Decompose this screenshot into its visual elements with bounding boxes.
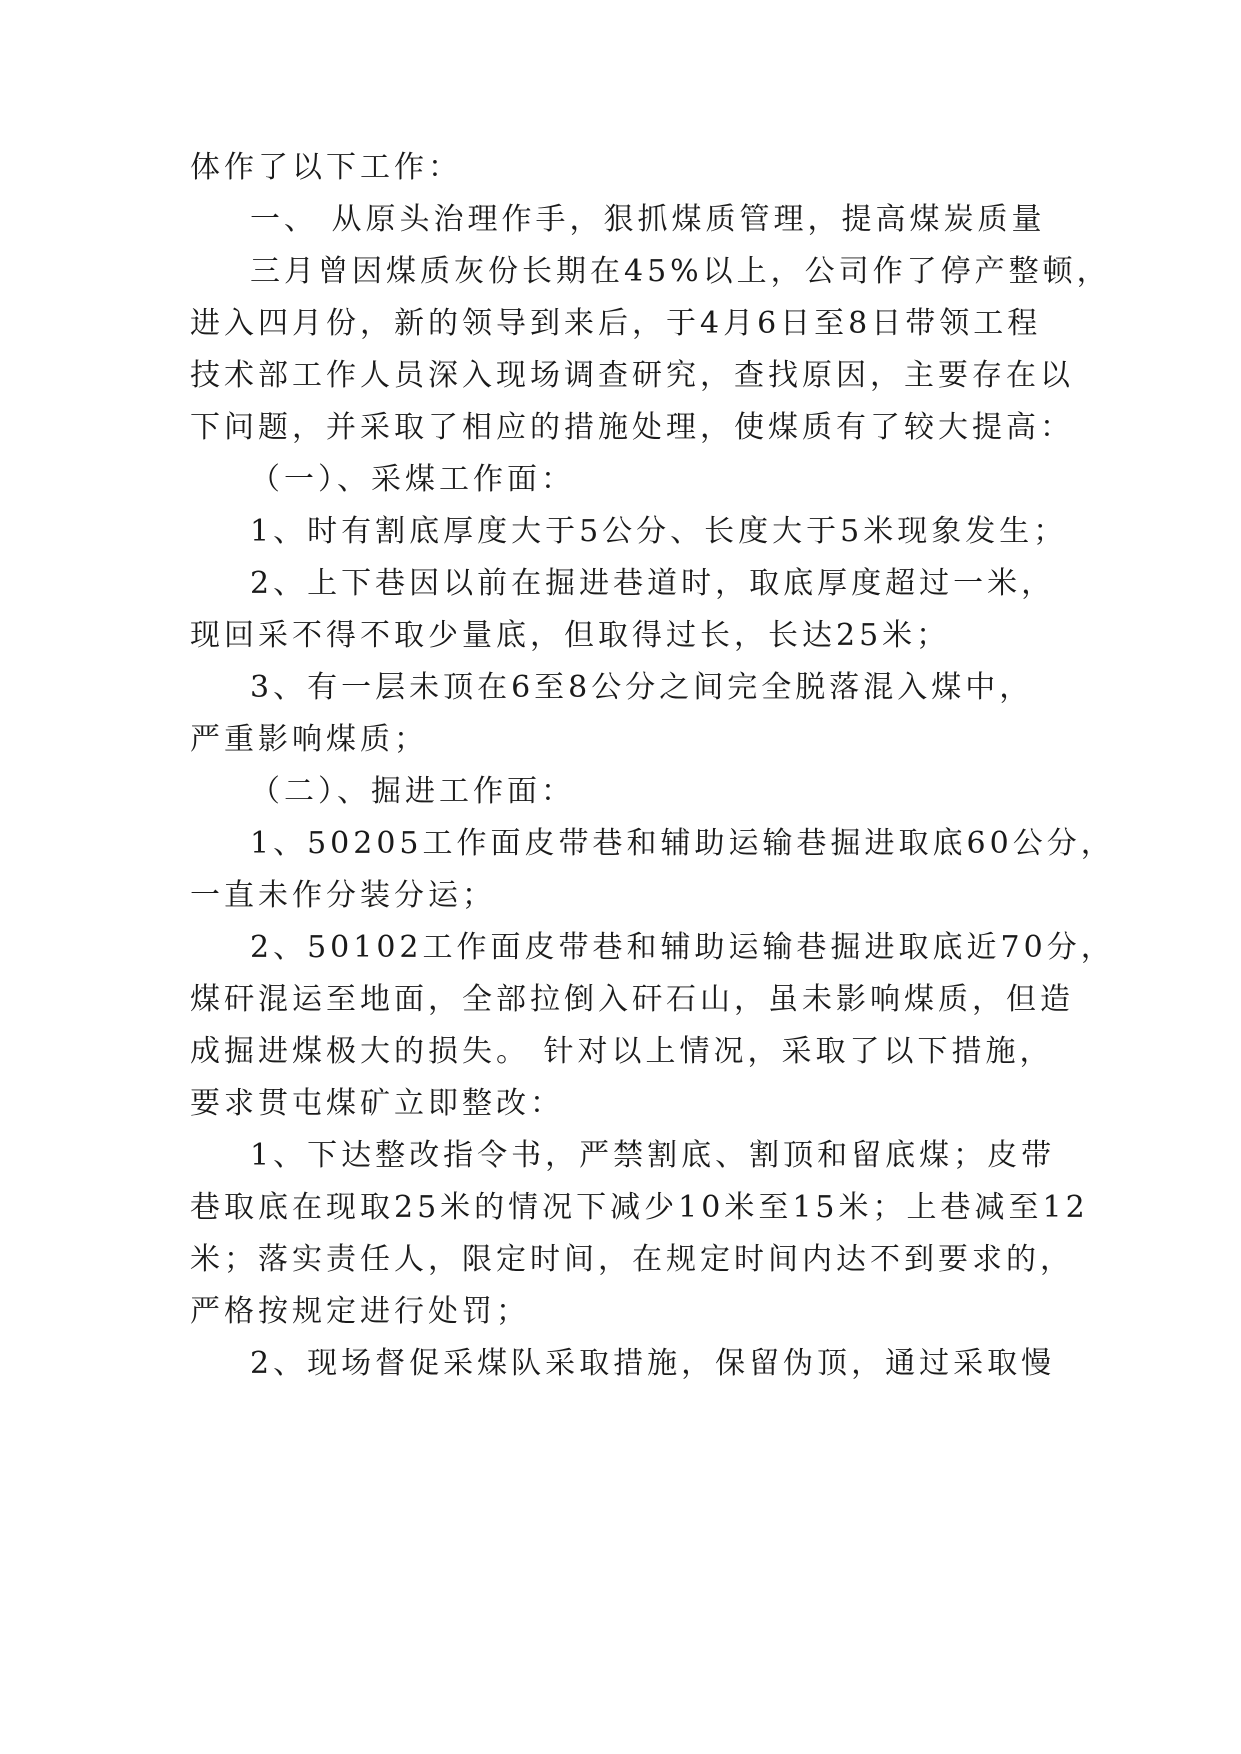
- text-line: 1、下达整改指令书，严禁割底、割顶和留底煤；皮带: [250, 1138, 1056, 1173]
- text-line: 严格按规定进行处罚；: [190, 1294, 530, 1329]
- text-line: 巷取底在现取25米的情况下减少10米至15米；上巷减至12: [190, 1190, 1089, 1225]
- text-line: 体作了以下工作：: [190, 150, 462, 185]
- text-line: 三月曾因煤质灰份长期在45%以上，公司作了停产整顿，: [250, 254, 1111, 289]
- text-line: 1、时有割底厚度大于5公分、长度大于5米现象发生；: [250, 514, 1068, 549]
- text-line: 技术部工作人员深入现场调查研究，查找原因，主要存在以: [190, 358, 1074, 393]
- text-line: 2、50102工作面皮带巷和辅助运输巷掘进取底近70分，: [250, 930, 1115, 965]
- text-line: 进入四月份，新的领导到来后，于4月6日至8日带领工程: [190, 306, 1042, 341]
- section-heading: 一、 从原头治理作手，狠抓煤质管理，提高煤炭质量: [250, 202, 1046, 237]
- text-line: 现回采不得不取少量底，但取得过长，长达25米；: [190, 618, 951, 653]
- text-line: 米；落实责任人，限定时间，在规定时间内达不到要求的，: [190, 1242, 1074, 1277]
- subsection-heading: （二）、掘进工作面：: [250, 774, 575, 809]
- text-line: 严重影响煤质；: [190, 722, 428, 757]
- text-line: 下问题，并采取了相应的措施处理，使煤质有了较大提高：: [190, 410, 1074, 445]
- text-line: 要求贯屯煤矿立即整改：: [190, 1086, 564, 1121]
- text-line: 2、现场督促采煤队采取措施，保留伪顶，通过采取慢: [250, 1346, 1056, 1381]
- text-line: 2、上下巷因以前在掘进巷道时，取底厚度超过一米，: [250, 566, 1056, 601]
- text-line: 煤矸混运至地面，全部拉倒入矸石山，虽未影响煤质，但造: [190, 982, 1074, 1017]
- text-line: 3、有一层未顶在6至8公分之间完全脱落混入煤中，: [250, 670, 1034, 705]
- subsection-heading: （一）、采煤工作面：: [250, 462, 575, 497]
- text-line: 成掘进煤极大的损失。 针对以上情况，采取了以下措施，: [190, 1034, 1054, 1069]
- text-line: 1、50205工作面皮带巷和辅助运输巷掘进取底60公分，: [250, 826, 1115, 861]
- text-line: 一直未作分装分运；: [190, 878, 496, 913]
